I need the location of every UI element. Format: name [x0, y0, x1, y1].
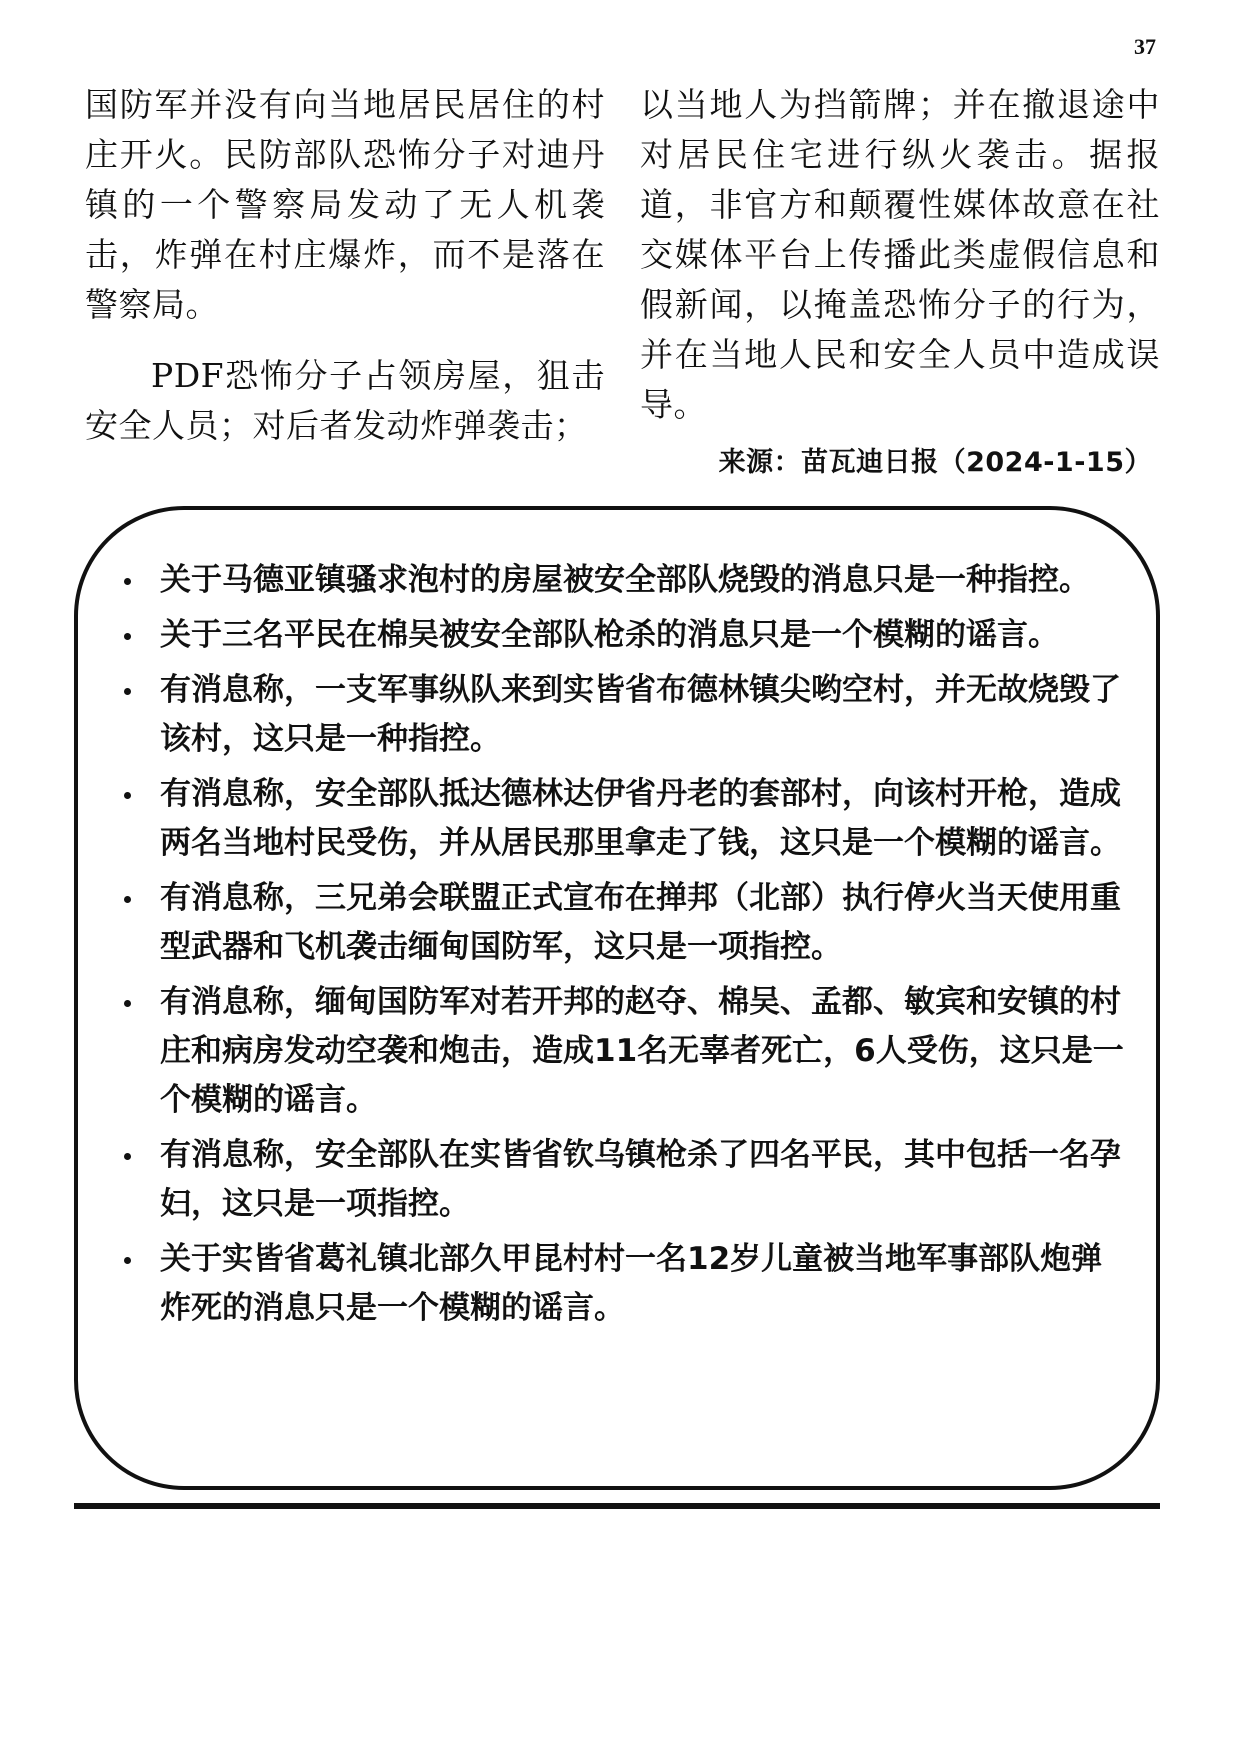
article-right-column: [640, 80, 1160, 430]
list-item-text: 有消息称，三兄弟会联盟正式宣布在掸邦（北部）执行停火当天使用重型武器和飞机袭击缅甸国防军，这只是一项指控。: [160, 880, 1121, 965]
list-item: [118, 770, 1128, 868]
list-item: [118, 666, 1128, 764]
bullet-dot-icon: [124, 688, 131, 695]
list-item: [118, 1131, 1128, 1229]
article-paragraph: 国防军并没有向当地居民居住的村庄开火。民防部队恐怖分子对迪丹镇的一个警察局发动了无人机袭击，炸弹在村庄爆炸，而不是落在警察局。: [85, 85, 605, 324]
list-item-text: 关于实皆省葛礼镇北部久甲昆村村一名12岁儿童被当地军事部队炮弹炸死的消息只是一个模糊的谣言。: [160, 1241, 1103, 1326]
article-paragraph: 以当地人为挡箭牌；并在撤退途中对居民住宅进行纵火袭击。据报道，非官方和颠覆性媒体故意在社交媒体平台上传播此类虚假信息和假新闻，以掩盖恐怖分子的行为，并在当地人民和安全人员中造成误导。: [640, 85, 1160, 424]
page-number: 37: [1134, 34, 1156, 59]
list-item-text: 关于马德亚镇骚求泡村的房屋被安全部队烧毁的消息只是一种指控。: [160, 562, 1090, 598]
list-item: [118, 978, 1128, 1125]
list-item-text: 有消息称，安全部队抵达德林达伊省丹老的套部村，向该村开枪，造成两名当地村民受伤，并从居民那里拿走了钱，这只是一个模糊的谣言。: [160, 776, 1121, 861]
bullet-dot-icon: [124, 578, 131, 585]
bullet-dot-icon: [124, 1000, 131, 1007]
article-left-column: [85, 80, 605, 451]
article-source: 来源：苗瓦迪日报（2024-1-15）: [718, 447, 1152, 478]
bullet-dot-icon: [124, 792, 131, 799]
bullet-dot-icon: [124, 633, 131, 640]
article-paragraph: PDF恐怖分子占领房屋，狙击安全人员；对后者发动炸弹袭击；: [85, 356, 605, 445]
bullet-dot-icon: [124, 1153, 131, 1160]
list-item-text: 关于三名平民在棉吴被安全部队枪杀的消息只是一个模糊的谣言。: [160, 617, 1059, 653]
list-item: [118, 556, 1128, 605]
list-item: [118, 1235, 1128, 1333]
list-item-text: 有消息称，安全部队在实皆省钦乌镇枪杀了四名平民，其中包括一名孕妇，这只是一项指控。: [160, 1137, 1121, 1222]
bullet-dot-icon: [124, 896, 131, 903]
bottom-divider: [74, 1503, 1160, 1509]
list-item: [118, 874, 1128, 972]
list-item-text: 有消息称，缅甸国防军对若开邦的赵夺、棉吴、孟都、敏宾和安镇的村庄和病房发动空袭和炮击，造成11名无辜者死亡，6人受伤，这只是一个模糊的谣言。: [160, 984, 1124, 1118]
rumor-list: [118, 556, 1128, 1339]
list-item: [118, 611, 1128, 660]
list-item-text: 有消息称，一支军事纵队来到实皆省布德林镇尖哟空村，并无故烧毁了该村，这只是一种指控。: [160, 672, 1121, 757]
bullet-dot-icon: [124, 1257, 131, 1264]
